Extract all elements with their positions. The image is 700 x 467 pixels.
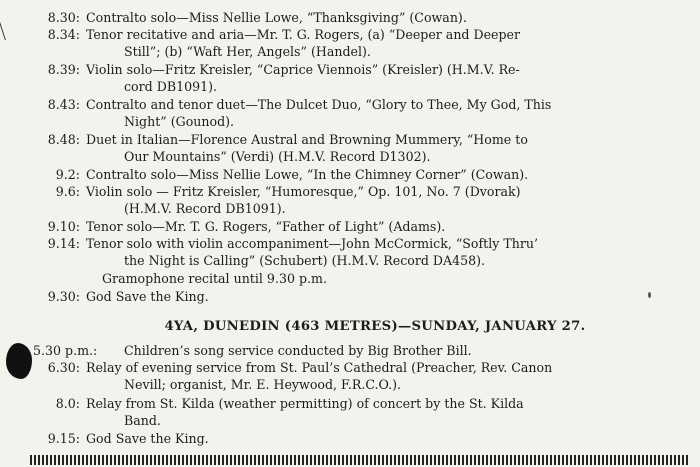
entry-text: Relay from St. Kilda (weather permitting) of concert by the St. Kilda (86, 396, 524, 411)
entry-time: 9.14: (47, 236, 80, 251)
entry-text: Children’s song service conducted by Big Brother Bill. (124, 343, 472, 358)
entry-text: Relay of evening service from St. Paul’s Cathedral (Preacher, Rev. Canon (86, 360, 553, 375)
entry-text-continued: Still”; (b) “Waft Her, Angels” (Handel). (124, 44, 371, 59)
entry-time: 9.2: (55, 167, 80, 182)
entry-text: Tenor solo with violin accompaniment—John McCormick, “Softly Thru’ (86, 236, 538, 251)
entry-text: Duet in Italian—Florence Austral and Browning Mummery, “Home to (86, 132, 528, 147)
entry-time: 9.15: (47, 431, 80, 446)
entry-time: 9.6: (55, 184, 80, 199)
entry-text: Tenor solo—Mr. T. G. Rogers, “Father of Light” (Adams). (86, 219, 446, 234)
column-rule (30, 455, 690, 465)
entry-text: God Save the King. (86, 431, 209, 446)
entry-text: Violin solo—Fritz Kreisler, “Caprice Viennois” (Kreisler) (H.M.V. Re- (86, 62, 520, 77)
entry-text-continued: Band. (124, 413, 161, 428)
entry-time: 8.48: (47, 132, 80, 147)
entry-text-continued: Our Mountains” (Verdi) (H.M.V. Record D1302). (124, 149, 431, 164)
entry-text: Contralto solo—Miss Nellie Lowe, “Thanksgiving” (Cowan). (86, 10, 467, 25)
entry-text-continued: (H.M.V. Record DB1091). (124, 201, 286, 216)
entry-text: God Save the King. (86, 289, 209, 304)
entry-text-continued: the Night is Calling” (Schubert) (H.M.V. Record DA458). (124, 253, 486, 268)
entry-time: 8.39: (47, 62, 80, 77)
entry-text: Violin solo — Fritz Kreisler, “Humoresque,” Op. 101, No. 7 (Dvorak) (86, 184, 521, 199)
entry-time: 8.34: (47, 27, 80, 42)
entry-text-continued: cord DB1091). (124, 79, 218, 94)
ink-speck (648, 292, 651, 298)
entry-text: Tenor recitative and aria—Mr. T. G. Rogers, (a) “Deeper and Deeper (86, 27, 521, 42)
entry-time: 8.30: (47, 10, 80, 25)
entry-time: 5.30 p.m.: (33, 343, 98, 358)
entry-time: 8.0: (55, 396, 80, 411)
entry-time: 8.43: (47, 97, 80, 112)
section-heading: 4YA, DUNEDIN (463 METRES)—SUNDAY, JANUARY 27. (164, 319, 586, 334)
entry-text-continued: Nevill; organist, Mr. E. Heywood, F.R.C.O.). (124, 377, 402, 392)
entry-text-continued: Night” (Gounod). (124, 114, 235, 129)
entry-text: Contralto solo—Miss Nellie Lowe, “In the Chimney Corner” (Cowan). (86, 167, 529, 182)
entry-time: 9.10: (47, 219, 80, 234)
entry-text: Gramophone recital until 9.30 p.m. (102, 271, 327, 286)
entry-time: 9.30: (47, 289, 80, 304)
entry-time: 6.30: (47, 360, 80, 375)
entry-text: Contralto and tenor duet—The Dulcet Duo, “Glory to Thee, My God, This (86, 97, 552, 112)
